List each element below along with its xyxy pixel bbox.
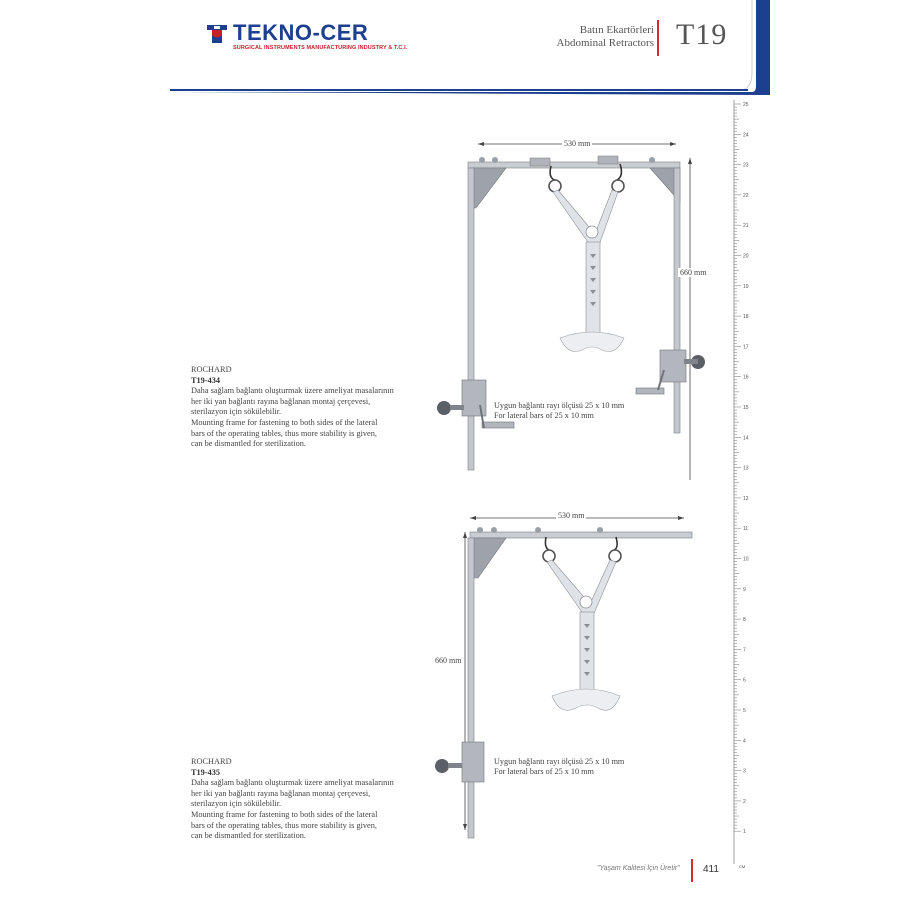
ruler-label: 3: [743, 768, 746, 775]
product-name: ROCHARD: [191, 365, 232, 374]
width-dimension-2: 530 mm: [558, 511, 585, 520]
ruler-label: 8: [743, 617, 746, 624]
rochard-retractor-frame-illustration: [420, 130, 720, 480]
ruler-label: 20: [743, 253, 749, 260]
tekno-cer-logo-icon: [205, 22, 229, 46]
ruler-label: 1: [743, 829, 746, 836]
desc-en-line: can be dismantled for sterilization.: [191, 439, 306, 449]
rochard-retractor-frame-illustration: [420, 510, 720, 850]
desc-en-line: can be dismantled for sterilization.: [191, 831, 306, 841]
ruler-label: 9: [743, 586, 746, 593]
product-description-2: [191, 757, 411, 842]
ruler-unit-label: CM: [739, 864, 746, 869]
ruler-label: 14: [743, 435, 749, 442]
brand-tagline: SURGICAL INSTRUMENTS MANUFACTURING INDUSTRY & T.C.I.: [233, 45, 408, 51]
brand-name: TEKNO-CER: [233, 20, 369, 45]
rail-note-en: For lateral bars of 25 x 10 mm: [494, 767, 594, 777]
ruler-label: 10: [743, 556, 749, 563]
desc-tr-line: Daha sağlam bağlantı oluşturmak üzere ameliyat masalarının: [191, 386, 394, 396]
ruler-label: 24: [743, 132, 749, 139]
desc-en-line: Mounting frame for fastening to both sides of the lateral: [191, 809, 378, 819]
width-dimension-1: 530 mm: [564, 139, 591, 148]
footer-divider: [691, 859, 693, 882]
product-description-1: [191, 365, 411, 450]
product-code: T19-434: [191, 375, 221, 385]
category-title-tr: Batın Ekartörleri: [579, 24, 654, 36]
desc-tr-line: sterilazyon için sökülebilir.: [191, 407, 282, 417]
desc-en-line: Mounting frame for fastening to both sides of the lateral: [191, 417, 378, 427]
height-dimension-1: 660 mm: [680, 268, 707, 277]
centimeter-ruler: [730, 98, 756, 868]
ruler-label: 13: [743, 465, 749, 472]
product-code: T19-435: [191, 767, 221, 777]
ruler-label: 17: [743, 344, 749, 351]
ruler-label: 12: [743, 495, 749, 502]
ruler-label: 23: [743, 162, 749, 169]
brand-logo: [205, 22, 407, 51]
ruler-label: 19: [743, 283, 749, 290]
desc-tr-line: her iki yan bağlantı rayına bağlanan montaj çerçevesi,: [191, 396, 371, 406]
ruler-label: 25: [743, 102, 749, 108]
section-code: T19: [676, 18, 728, 51]
ruler-label: 22: [743, 192, 749, 199]
ruler-label: 5: [743, 708, 746, 714]
rail-note-en: For lateral bars of 25 x 10 mm: [494, 411, 594, 421]
category-title: [557, 24, 654, 50]
ruler-label: 16: [743, 374, 749, 381]
desc-tr-line: sterilazyon için sökülebilir.: [191, 799, 282, 809]
desc-tr-line: her iki yan bağlantı rayına bağlanan montaj çerçevesi,: [191, 788, 371, 798]
rail-note-2: [494, 757, 624, 778]
ruler-label: 6: [743, 677, 746, 684]
rail-note-1: [494, 401, 624, 422]
height-dimension-2: 660 mm: [435, 656, 462, 665]
footer-slogan: "Yaşam Kalitesi İçin Üretir": [597, 865, 680, 872]
desc-tr-line: Daha sağlam bağlantı oluşturmak üzere ameliyat masalarının: [191, 778, 394, 788]
page-number: 411: [703, 864, 719, 875]
category-title-en: Abdominal Retractors: [556, 37, 654, 49]
rail-note-tr: Uygun bağlantı rayı ölçüsü 25 x 10 mm: [494, 757, 625, 766]
header-divider: [657, 20, 659, 56]
rail-note-tr: Uygun bağlantı rayı ölçüsü 25 x 10 mm: [494, 401, 625, 410]
product-name: ROCHARD: [191, 757, 232, 766]
ruler-label: 15: [743, 405, 749, 411]
ruler-label: 18: [743, 314, 749, 321]
desc-en-line: bars of the operating tables, thus more stability is given,: [191, 820, 377, 830]
ruler-label: 4: [743, 738, 746, 745]
ruler-label: 2: [743, 798, 746, 805]
ruler-label: 21: [743, 223, 749, 230]
desc-en-line: bars of the operating tables, thus more stability is given,: [191, 428, 377, 438]
ruler-label: 7: [743, 647, 746, 654]
header-frame: [0, 0, 900, 100]
ruler-label: 11: [743, 526, 749, 533]
